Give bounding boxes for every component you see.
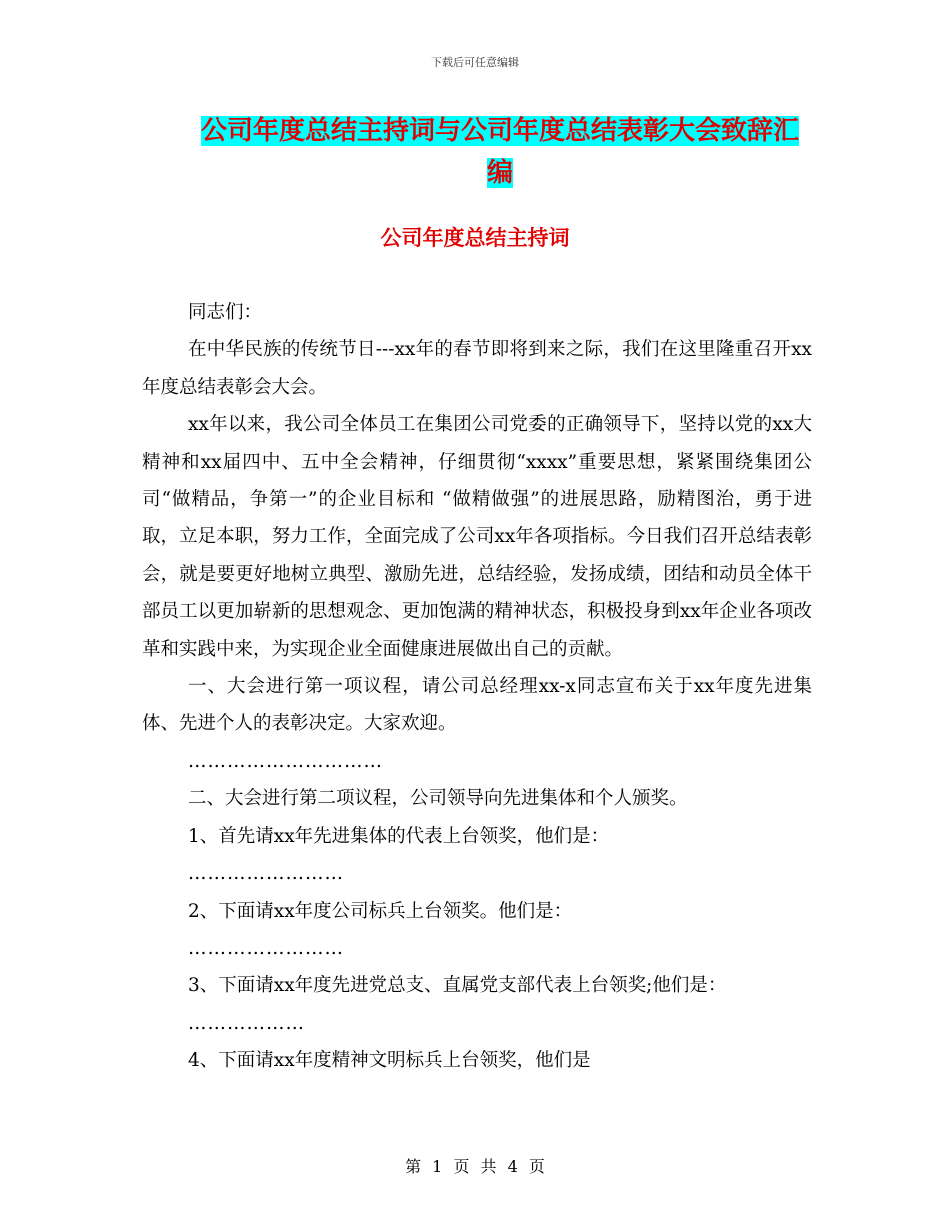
ellipsis-line-2: ……………………: [188, 863, 344, 885]
paragraph-award-3: 3、下面请xx年度先进党总支、直属党支部代表上台领奖;他们是：: [188, 975, 727, 997]
paragraph-award-1: 1、首先请xx年先进集体的代表上台领奖，他们是：: [188, 825, 610, 847]
ellipsis-line-4: ………………: [188, 1012, 305, 1034]
document-body: [142, 294, 812, 1080]
paragraph-award-2: 2、下面请xx年度公司标兵上台领奖。他们是：: [188, 900, 573, 922]
paragraph-award-4: 4、下面请xx年度精神文明标兵上台领奖，他们是: [188, 1050, 591, 1072]
document-title: [190, 110, 810, 194]
document-title-line1: 公司年度总结主持词与公司年度总结表彰大会致辞汇: [200, 116, 799, 146]
paragraph-agenda-2: 二、大会进行第二项议程，公司领导向先进集体和个人颁奖。: [188, 788, 688, 810]
ellipsis-line-1: …………………………: [188, 750, 383, 772]
paragraph-salutation: 同志们：: [188, 302, 263, 323]
page-footer: 第 1 页 共 4 页: [405, 1157, 545, 1176]
section-title: 公司年度总结主持词: [380, 226, 570, 250]
header-note: 下载后可任意编辑: [431, 56, 519, 69]
document-title-line2: 编: [486, 158, 513, 188]
paragraph-opening: 在中华民族的传统节日---xx年的春节即将到来之际，我们在这里隆重召开xx年度总结表彰会大会。: [142, 339, 812, 398]
paragraph-agenda-1: 一、大会进行第一项议程，请公司总经理xx-x同志宣布关于xx年度先进集体、先进个人的表彰决定。大家欢迎。: [142, 676, 812, 735]
ellipsis-line-3: ……………………: [188, 937, 344, 959]
paragraph-review: xx年以来，我公司全体员工在集团公司党委的正确领导下，坚持以党的xx大精神和xx届四中、五中全会精神，仔细贯彻“xxxx”重要思想，紧紧围绕集团公司“做精品，争第一”的企业目标和 “做精做强”的进展思路，励精图治，勇于进取，立足本职，努力工作，全面完成了公司xx年各项指标。今日我们召开总结表彰会，就是要更好地树立典型、激励先进，总结经验，发扬成绩，团结和动员全体干部员工以更加崭新的思想观念、更加饱满的精神状态，积极投身到xx年企业各项改革和实践中来，为实现企业全面健康进展做出自己的贡献。: [142, 414, 812, 660]
